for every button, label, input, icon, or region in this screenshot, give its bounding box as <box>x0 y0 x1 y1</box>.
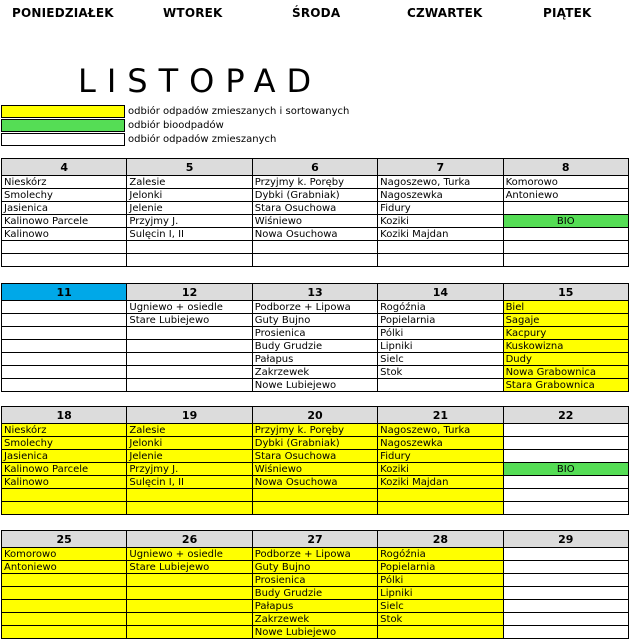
legend-label: odbiór odpadów zmieszanych i sortowanych <box>128 106 350 117</box>
date-cell: 8 <box>503 159 628 176</box>
village-cell: Guty Bujno <box>252 314 377 327</box>
village-cell: Jelonki <box>127 189 252 202</box>
village-cell <box>503 241 628 254</box>
day-tuesday: WTOREK <box>163 6 223 20</box>
village-cell: Pólki <box>378 327 503 340</box>
village-cell: Stara Grabownica <box>503 379 628 392</box>
village-cell <box>127 241 252 254</box>
date-header-row <box>2 284 629 301</box>
date-cell: 21 <box>378 407 503 424</box>
date-cell: 13 <box>252 284 377 301</box>
table-row <box>2 379 629 392</box>
village-cell: Komorowo <box>503 176 628 189</box>
village-cell: Przyjmy k. Poręby <box>252 424 377 437</box>
table-row <box>2 241 629 254</box>
legend-swatch <box>1 133 125 146</box>
table-row <box>2 189 629 202</box>
date-cell: 15 <box>503 284 628 301</box>
village-cell: Stara Osuchowa <box>252 202 377 215</box>
village-cell <box>127 613 252 626</box>
village-cell: Jasienica <box>2 450 127 463</box>
date-header-row <box>2 159 629 176</box>
village-cell: Pólki <box>378 574 503 587</box>
village-cell <box>2 327 127 340</box>
village-cell: Kalinowo <box>2 228 127 241</box>
village-cell: Sielc <box>378 353 503 366</box>
table-row <box>2 502 629 515</box>
village-cell: Nowa Osuchowa <box>252 228 377 241</box>
date-cell: 14 <box>378 284 503 301</box>
week-table <box>1 158 629 267</box>
table-row <box>2 228 629 241</box>
date-header-row <box>2 531 629 548</box>
table-row <box>2 463 629 476</box>
village-cell: Nowe Lubiejewo <box>252 379 377 392</box>
village-cell: Pałapus <box>252 600 377 613</box>
village-cell: Prosienica <box>252 327 377 340</box>
date-cell: 25 <box>2 531 127 548</box>
village-cell: Zakrzewek <box>252 613 377 626</box>
village-cell: Popielarnia <box>378 561 503 574</box>
table-row <box>2 450 629 463</box>
village-cell <box>127 600 252 613</box>
village-cell: Rogóźnia <box>378 301 503 314</box>
village-cell <box>2 613 127 626</box>
table-row <box>2 314 629 327</box>
village-cell: Antoniewo <box>503 189 628 202</box>
village-cell: Nagoszewka <box>378 189 503 202</box>
village-cell <box>252 254 377 267</box>
village-cell: Podborze + Lipowa <box>252 548 377 561</box>
village-cell: Pałapus <box>252 353 377 366</box>
village-cell: Budy Grudzie <box>252 587 377 600</box>
village-cell: Sulęcin I, II <box>127 476 252 489</box>
village-cell <box>503 502 628 515</box>
date-cell: 7 <box>378 159 503 176</box>
date-cell: 19 <box>127 407 252 424</box>
table-row <box>2 613 629 626</box>
day-friday: PIĄTEK <box>543 6 592 20</box>
village-cell: Antoniewo <box>2 561 127 574</box>
village-cell <box>252 502 377 515</box>
table-row <box>2 215 629 228</box>
village-cell <box>378 626 503 639</box>
date-cell: 27 <box>252 531 377 548</box>
village-cell: Kalinowo Parcele <box>2 215 127 228</box>
village-cell: Nieskórz <box>2 176 127 189</box>
table-row <box>2 327 629 340</box>
village-cell: Sielc <box>378 600 503 613</box>
weekday-header <box>0 6 630 24</box>
village-cell: Ugniewo + osiedle <box>127 548 252 561</box>
table-row <box>2 587 629 600</box>
village-cell: BIO <box>503 215 628 228</box>
village-cell: Dybki (Grabniak) <box>252 437 377 450</box>
village-cell <box>503 613 628 626</box>
village-cell <box>252 489 377 502</box>
date-cell: 5 <box>127 159 252 176</box>
village-cell: Kacpury <box>503 327 628 340</box>
village-cell: Jelonki <box>127 437 252 450</box>
week-table <box>1 406 629 515</box>
village-cell <box>2 626 127 639</box>
village-cell: Fidury <box>378 202 503 215</box>
village-cell: Fidury <box>378 450 503 463</box>
table-row <box>2 301 629 314</box>
village-cell: Nowa Grabownica <box>503 366 628 379</box>
village-cell: Prosienica <box>252 574 377 587</box>
date-cell: 11 <box>2 284 127 301</box>
village-cell <box>378 502 503 515</box>
village-cell: Zalesie <box>127 424 252 437</box>
month-title: LISTOPAD <box>78 62 323 100</box>
village-cell <box>127 340 252 353</box>
village-cell: Stok <box>378 366 503 379</box>
table-row <box>2 476 629 489</box>
village-cell <box>2 241 127 254</box>
table-row <box>2 353 629 366</box>
village-cell <box>503 450 628 463</box>
table-row <box>2 254 629 267</box>
village-cell: Komorowo <box>2 548 127 561</box>
village-cell <box>2 301 127 314</box>
village-cell: Nowe Lubiejewo <box>252 626 377 639</box>
day-monday: PONIEDZIAŁEK <box>12 6 114 20</box>
village-cell: Dudy <box>503 353 628 366</box>
date-cell: 22 <box>503 407 628 424</box>
village-cell <box>503 489 628 502</box>
village-cell: Nagoszewka <box>378 437 503 450</box>
date-cell: 6 <box>252 159 377 176</box>
village-cell: Zalesie <box>127 176 252 189</box>
date-header-row <box>2 407 629 424</box>
village-cell: Stok <box>378 613 503 626</box>
village-cell: Rogóźnia <box>378 548 503 561</box>
village-cell: Koziki <box>378 463 503 476</box>
village-cell <box>2 574 127 587</box>
village-cell <box>503 202 628 215</box>
village-cell: Koziki <box>378 215 503 228</box>
village-cell: BIO <box>503 463 628 476</box>
table-row <box>2 548 629 561</box>
table-row <box>2 424 629 437</box>
legend-swatch <box>1 105 125 118</box>
village-cell <box>503 228 628 241</box>
village-cell <box>503 587 628 600</box>
village-cell: Koziki Majdan <box>378 476 503 489</box>
village-cell: Stare Lubiejewo <box>127 314 252 327</box>
village-cell <box>2 587 127 600</box>
village-cell <box>2 353 127 366</box>
legend-item-bio <box>1 119 349 132</box>
day-thursday: CZWARTEK <box>407 6 483 20</box>
village-cell <box>127 574 252 587</box>
village-cell <box>252 241 377 254</box>
village-cell <box>503 600 628 613</box>
date-cell: 4 <box>2 159 127 176</box>
legend-label: odbiór odpadów zmieszanych <box>128 134 277 145</box>
village-cell: Stara Osuchowa <box>252 450 377 463</box>
table-row <box>2 176 629 189</box>
village-cell <box>2 366 127 379</box>
village-cell <box>503 574 628 587</box>
date-cell: 20 <box>252 407 377 424</box>
village-cell: Wiśniewo <box>252 215 377 228</box>
village-cell: Dybki (Grabniak) <box>252 189 377 202</box>
village-cell <box>127 254 252 267</box>
date-cell: 18 <box>2 407 127 424</box>
table-row <box>2 600 629 613</box>
village-cell <box>2 489 127 502</box>
village-cell: Lipniki <box>378 587 503 600</box>
village-cell: Stare Lubiejewo <box>127 561 252 574</box>
table-row <box>2 366 629 379</box>
village-cell: Budy Grudzie <box>252 340 377 353</box>
legend-item-mixed <box>1 133 349 146</box>
table-row <box>2 489 629 502</box>
table-row <box>2 574 629 587</box>
legend-label: odbiór bioodpadów <box>128 120 224 131</box>
village-cell <box>2 314 127 327</box>
village-cell: Sagaje <box>503 314 628 327</box>
village-cell: Nagoszewo, Turka <box>378 176 503 189</box>
week-table <box>1 530 629 639</box>
village-cell: Przyjmy J. <box>127 463 252 476</box>
village-cell <box>2 600 127 613</box>
village-cell: Zakrzewek <box>252 366 377 379</box>
village-cell <box>503 476 628 489</box>
village-cell: Smolechy <box>2 189 127 202</box>
village-cell: Sulęcin I, II <box>127 228 252 241</box>
village-cell <box>503 437 628 450</box>
legend <box>1 105 349 147</box>
village-cell <box>378 489 503 502</box>
village-cell: Smolechy <box>2 437 127 450</box>
table-row <box>2 561 629 574</box>
village-cell: Kalinowo Parcele <box>2 463 127 476</box>
village-cell <box>2 254 127 267</box>
legend-item-mixed-sorted <box>1 105 349 118</box>
day-wednesday: ŚRODA <box>292 6 341 20</box>
village-cell <box>2 379 127 392</box>
table-row <box>2 202 629 215</box>
date-cell: 29 <box>503 531 628 548</box>
village-cell: Guty Bujno <box>252 561 377 574</box>
week-table <box>1 283 629 392</box>
village-cell <box>378 241 503 254</box>
village-cell: Ugniewo + osiedle <box>127 301 252 314</box>
village-cell: Nagoszewo, Turka <box>378 424 503 437</box>
village-cell <box>378 379 503 392</box>
village-cell <box>127 353 252 366</box>
village-cell <box>127 327 252 340</box>
village-cell: Popielarnia <box>378 314 503 327</box>
village-cell <box>2 502 127 515</box>
village-cell <box>503 254 628 267</box>
village-cell: Jelenie <box>127 202 252 215</box>
village-cell <box>127 366 252 379</box>
village-cell <box>127 587 252 600</box>
village-cell <box>2 340 127 353</box>
date-cell: 28 <box>378 531 503 548</box>
village-cell: Podborze + Lipowa <box>252 301 377 314</box>
table-row <box>2 340 629 353</box>
village-cell: Lipniki <box>378 340 503 353</box>
village-cell <box>503 626 628 639</box>
date-cell: 12 <box>127 284 252 301</box>
date-cell: 26 <box>127 531 252 548</box>
table-row <box>2 626 629 639</box>
table-row <box>2 437 629 450</box>
village-cell: Nieskórz <box>2 424 127 437</box>
village-cell <box>378 254 503 267</box>
village-cell: Koziki Majdan <box>378 228 503 241</box>
village-cell: Kalinowo <box>2 476 127 489</box>
village-cell: Przyjmy k. Poręby <box>252 176 377 189</box>
village-cell <box>127 626 252 639</box>
village-cell <box>127 489 252 502</box>
village-cell: Jelenie <box>127 450 252 463</box>
village-cell <box>127 502 252 515</box>
legend-swatch <box>1 119 125 132</box>
village-cell: Przyjmy J. <box>127 215 252 228</box>
village-cell <box>127 379 252 392</box>
village-cell <box>503 561 628 574</box>
village-cell: Biel <box>503 301 628 314</box>
village-cell: Kuskowizna <box>503 340 628 353</box>
village-cell: Wiśniewo <box>252 463 377 476</box>
village-cell <box>503 548 628 561</box>
village-cell: Jasienica <box>2 202 127 215</box>
village-cell: Nowa Osuchowa <box>252 476 377 489</box>
village-cell <box>503 424 628 437</box>
